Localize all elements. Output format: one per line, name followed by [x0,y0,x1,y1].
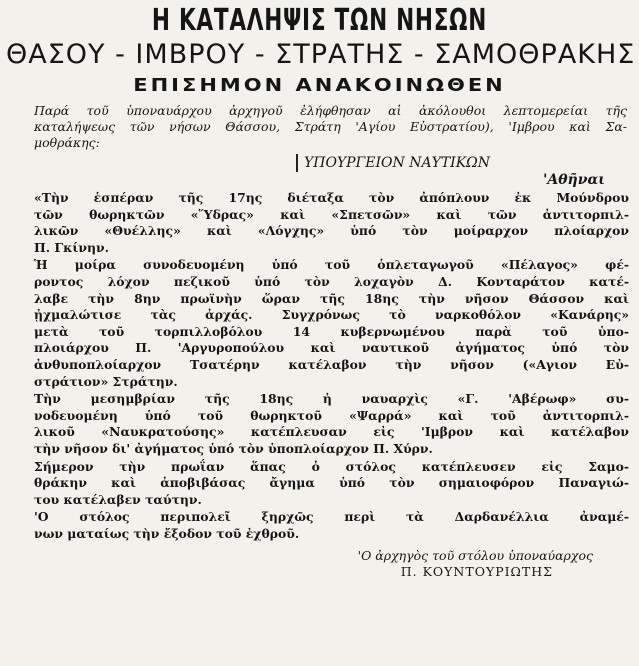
ministry-heading: ΥΠΟΥΡΓΕΙΟΝ ΝΑΥΤΙΚΩΝ [296,154,564,172]
text-line: Π. Γκίνην. [34,239,109,255]
dateline-place: 'Αθῆναι [543,172,605,188]
text-line: Σήμερον τὴν πρωΐαν ἅπας ὁ στόλος κατέπλευσεν εἰς Σαμο- [34,458,629,474]
text-line: πλοιάρχου Π. 'Αργυροπούλου καὶ ναυτικοῦ ἀγήματος ὑπό τὸν [34,340,629,356]
report-paragraph [26,190,629,256]
text-line: 'Ο στόλος περιπολεῖ ξηρχῶς περὶ τὰ Δαρδανέλλια ἀναμέ- [34,509,629,525]
intro-line: μοθράκης: [34,135,100,150]
report-body [6,188,633,542]
text-line: Τὴν μεσημβρίαν τῆς 18ης ἡ ναυαρχὶς «Γ. 'Αβέρωφ» συ- [34,391,629,407]
text-line: τὴν νῆσον δι' ἀγήματος ὑπό τὸν ὑποπλοίαρχον Π. Χύρν. [34,440,433,456]
signature-name: Π. ΚΟΥΝΤΟΥΡΙΩΤΗΣ [400,564,553,580]
headline: Η ΚΑΤΑΛΗΨΙΣ ΤΩΝ ΝΗΣΩΝ [151,3,488,38]
text-line: νων ματαίως τὴν ἔξοδον τοῦ ἐχθροῦ. [34,525,300,541]
intro-line: καταλήψεως τῶν νήσων Θάσσου, Στράτη 'Αγίου Εὐστρατίου), 'Ιμβρου καὶ Σα- [34,119,627,134]
text-line: λικῶν «Θυέλλης» καὶ «Λόγχης» ὑπό τὸν μοίραρχον πλοίαρχον [34,223,629,239]
text-line: Ἡ μοίρα συνοδευομένη ὑπό τοῦ ὁπλεταγωγοῦ «Πέλαγος» φέ- [34,257,629,273]
text-line: ᾐχμαλώτισε τὰς ἀρχάς. Συγχρόνως τὸ ναρκοθόλον «Κανάρης» [34,307,629,323]
text-line: του κατέλαβεν ταύτην. [34,491,202,507]
subheadline: ΘΑΣΟΥ - ΙΜΒΡΟΥ - ΣΤΡΑΤΗΣ - ΣΑΜΟΘΡΑΚΗΣ [6,39,636,70]
text-line: ροντος λόχον πεζικοῦ ὑπό τὸν λοχαγὸν Δ. Κονταράτον κατέ- [34,273,629,289]
text-line: λαβε τὴν 8ην πρωϊνὴν ὥραν τῆς 18ης τὴν νῆσον Θάσσον καὶ [34,290,629,306]
text-line: στράτιον» Στράτην. [34,373,178,389]
text-line: νοδευομένη ὑπό τοῦ θωρηκτοῦ «Ψαρρά» καὶ τοῦ ἀντιτορπιλ- [34,407,629,423]
text-line: ἀνθυποπλοίαρχον Τσατέρην κατέλαβον τὴν νῆσον («Αγιον Εὐ- [34,356,629,372]
signature-title: 'Ο ἀρχηγὸς τοῦ στόλου ὑποναύαρχος [357,548,593,564]
section-title: ΕΠΙΣΗΜΟΝ ΑΝΑΚΟΙΝΩΘΕΝ [133,74,506,96]
text-line: τῶν θωρηκτῶν «Ὕδρας» καὶ «Σπετσῶν» καὶ τῶν ἀντιτορπιλ- [34,206,629,222]
report-paragraph [26,257,629,390]
intro-paragraph [6,99,633,151]
report-paragraph [26,391,629,457]
text-line: θράκην καὶ ἀποβιβάσας ἄγημα ὑπό τὸν σημαιοφόρον Παναγιώ- [34,475,629,491]
report-paragraph [26,509,629,542]
text-line: λικοῦ «Ναυκρατούσης» κατέπλευσαν εἰς 'Ιμβρον καὶ κατέλαβον [34,424,629,440]
text-line: «Τὴν ἑσπέραν τῆς 17ης διέταξα τὸν ἀπόπλουν ἐκ Μούνδρου [34,190,629,205]
intro-line: Παρά τοῦ ὑποναυάρχου ἀρχηγοῦ ἐλήφθησαν αἱ ἀκόλουθοι λεπτομερείαι τῆς [34,103,627,118]
text-line: μετὰ τοῦ τορπιλλοβόλου 14 κυβερνωμένου παρὰ τοῦ ὑπο- [34,323,629,339]
report-paragraph [26,459,629,509]
